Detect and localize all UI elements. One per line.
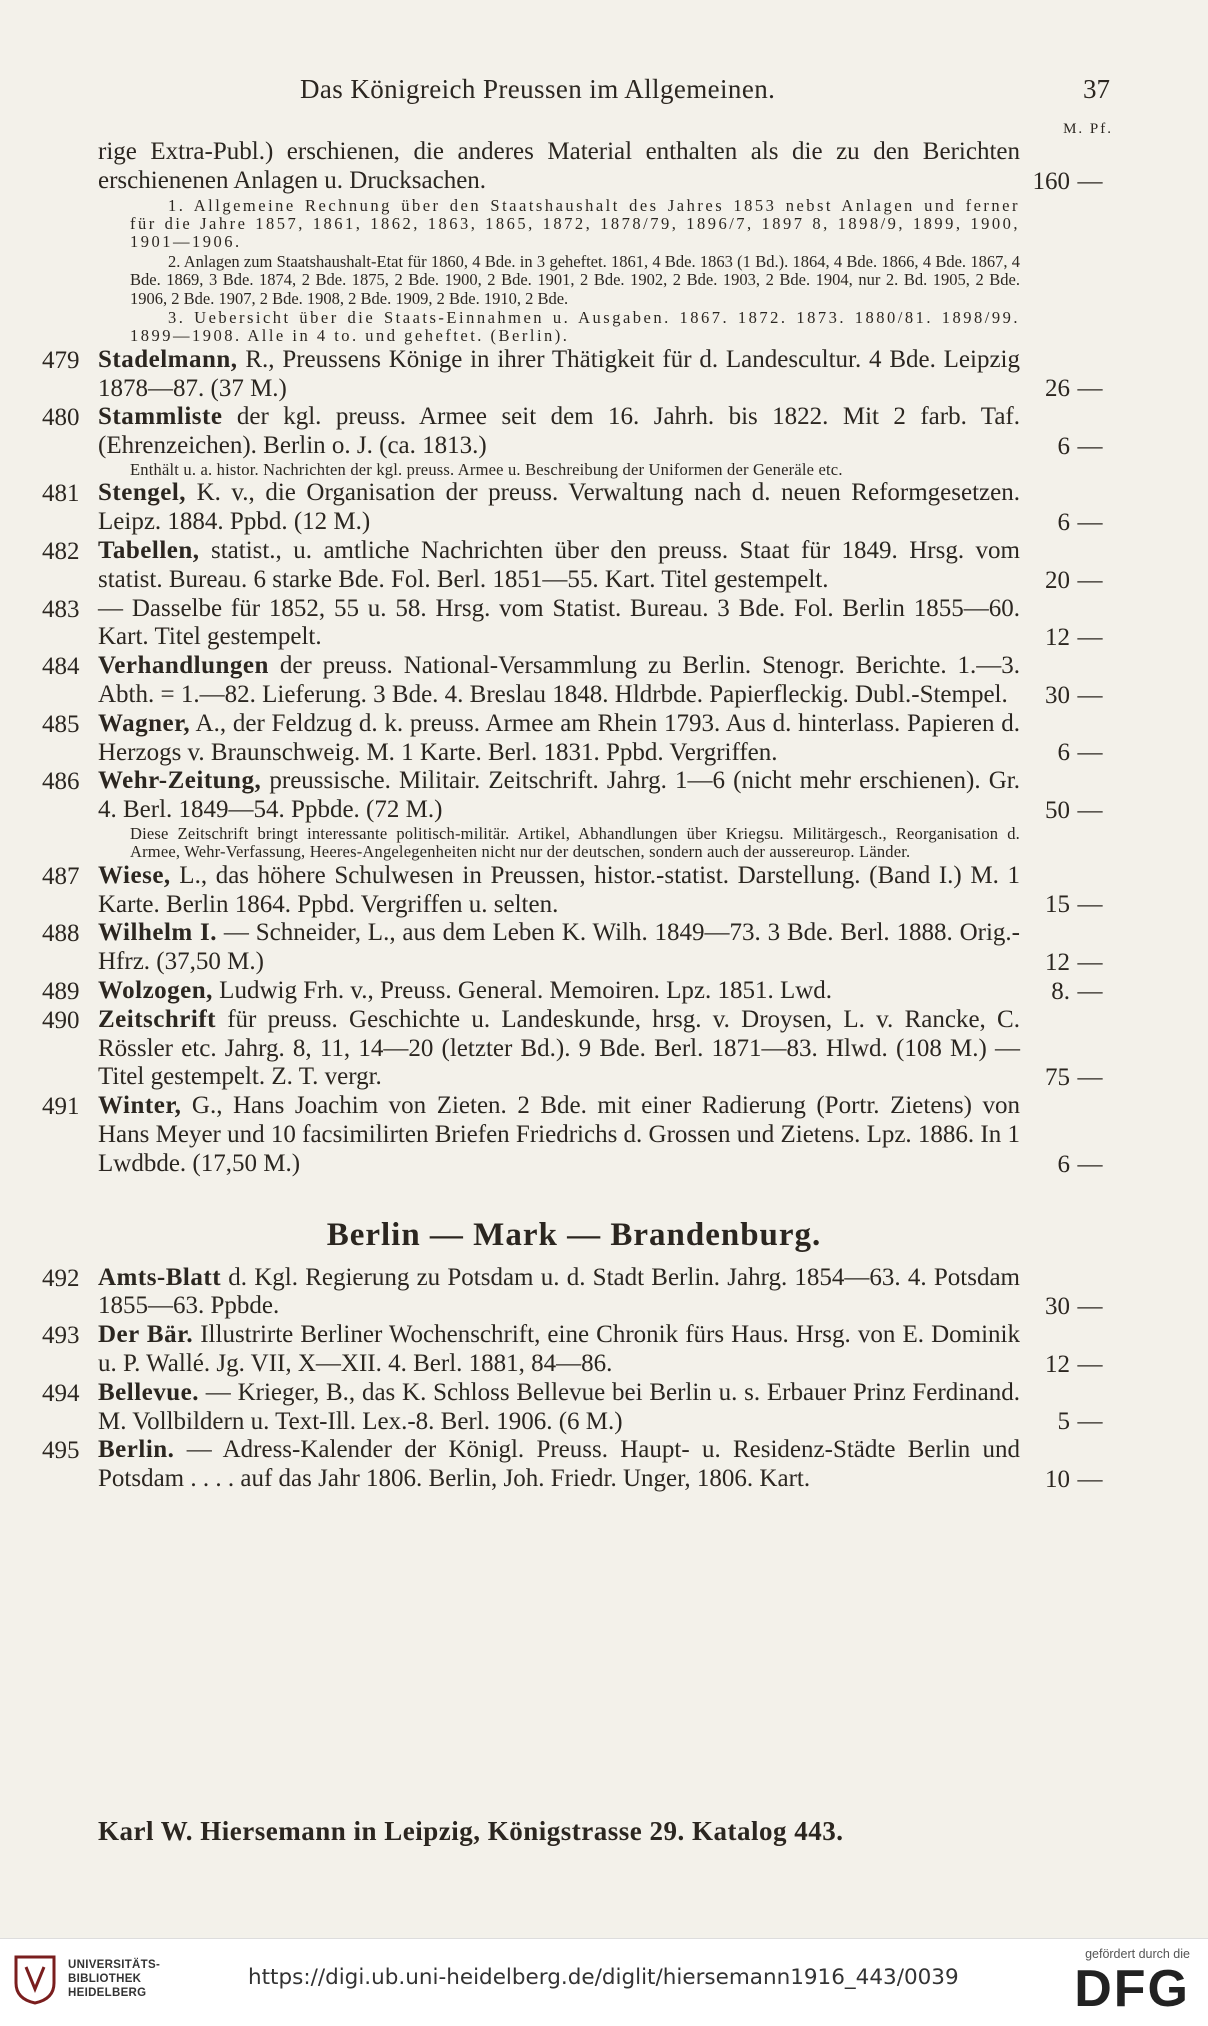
catalog-entry: [38, 1379, 1110, 1437]
entry-note: Enthält u. a. histor. Nachrichten der kgl. preuss. Armee u. Beschreibung der Uniformen der Generäle etc.: [130, 460, 843, 480]
catalog-footer: Karl W. Hiersemann in Leipzig, Königstrasse 29. Katalog 443.: [98, 1816, 844, 1846]
entry-keyword: Zeitschrift: [98, 1005, 216, 1033]
entry-price: [1020, 1407, 1110, 1436]
entry-number: 492: [42, 1264, 80, 1292]
entry-price: [1020, 796, 1110, 825]
catalog-entry: [38, 403, 1110, 461]
entry-price: [1020, 1465, 1110, 1494]
price-pfennig: —: [1077, 624, 1103, 652]
entry-text: rige Extra-Publ.) erschienen, die anderes Material enthalten als die zu den Berichten erschienenen Anlagen u. Drucksachen.: [98, 138, 1020, 194]
section-heading: Berlin — Mark — Brandenburg.: [326, 1216, 822, 1253]
entry-number: 495: [42, 1437, 80, 1465]
price-pfennig: —: [1077, 949, 1103, 976]
entry-number: 494: [42, 1379, 80, 1407]
entry-text: [98, 1092, 1020, 1178]
entry-keyword: Wilhelm I.: [98, 919, 218, 947]
price-mark: 12: [1045, 949, 1070, 976]
entry-number: 481: [42, 480, 80, 508]
running-header: Das Königreich Preussen im Allgemeinen.: [300, 74, 776, 104]
intro-entry: [38, 138, 1110, 196]
entry-number: 482: [42, 538, 80, 566]
price-pfennig: —: [1077, 509, 1103, 537]
catalog-content: [38, 138, 1110, 1494]
entry-description: der kgl. preuss. Armee seit dem 16. Jahrh. bis 1822. Mit 2 farb. Taf. (Ehrenzeichen). Berlin o. J. (ca. 1813.): [98, 403, 1020, 460]
entry-price: [1020, 167, 1110, 196]
price-pfennig: —: [1077, 1350, 1103, 1378]
entry-description: der preuss. National-Versammlung zu Berlin. Stenogr. Berichte. 1.—3. Abth. = 1.—82. Lieferung. 3 Bde. 4. Breslau 1848. Hldrbde. Papierfleckig. Dubl.-Stempel.: [98, 652, 1020, 709]
price-mark: 6: [1057, 433, 1070, 461]
entry-note: Diese Zeitschrift bringt interessante politisch-militär. Artikel, Abhandlungen über Kriegsu. Militärgesch., Reorganisation d. Armee, Wehr-Verfassung, Heeres-Angelegenheiten nicht nur der deutschen, sondern auch der aussereurop. Länder.: [130, 824, 1020, 862]
entry-keyword: Bellevue.: [98, 1378, 200, 1406]
price-column-labels: M. Pf.: [1063, 121, 1113, 137]
price-pfennig: —: [1077, 1064, 1103, 1092]
entry-price: [1020, 1350, 1110, 1379]
entry-text: [98, 652, 1020, 710]
catalog-entry: [38, 1436, 1110, 1494]
entry-description: — Krieger, B., das K. Schloss Bellevue bei Berlin u. s. Erbauer Prinz Ferdinand. M. Vollbildern u. Text-Ill. Lex.-8. Berl. 1906. (6 M.): [98, 1378, 1020, 1435]
subitem: 3. Uebersicht über die Staats-Einnahmen u. Ausgaben. 1867. 1872. 1873. 1880/81. 1898/99. 1899—1908. Alle in 4 to. und geheftet. (Berlin).: [130, 308, 1020, 346]
price-mark: 50: [1045, 797, 1070, 824]
entry-number: 489: [42, 978, 80, 1005]
price-mark: 26: [1045, 375, 1070, 403]
entry-description: — Schneider, L., aus dem Leben K. Wilh. 1849—73. 3 Bde. Berl. 1888. Orig.-Hfrz. (37,50 M.): [98, 919, 1020, 976]
entry-text: [98, 862, 1020, 920]
entry-keyword: Wagner,: [98, 709, 191, 737]
entry-description: preussische. Militair. Zeitschrift. Jahrg. 1—6 (nicht mehr erschienen). Gr. 4. Berl. 1849—54. Ppbde. (72 M.): [98, 767, 1020, 824]
entry-number: 493: [42, 1322, 80, 1350]
entry-text: [98, 1264, 1020, 1322]
catalog-entry: [38, 479, 1110, 537]
catalog-entry: [38, 767, 1110, 825]
entry-keyword: Stengel,: [98, 479, 187, 507]
price-mark: 5: [1057, 1408, 1070, 1436]
entry-number: 484: [42, 653, 80, 681]
entry-text: [98, 1436, 1020, 1494]
entry-keyword: Amts-Blatt: [98, 1263, 222, 1291]
catalog-entry: [38, 1264, 1110, 1322]
entry-text: [98, 710, 1020, 768]
entry-description: d. Kgl. Regierung zu Potsdam u. d. Stadt Berlin. Jahrg. 1854—63. 4. Potsdam 1855—63. Ppbde.: [98, 1263, 1020, 1320]
entry-description: Illustrirte Berliner Wochenschrift, eine Chronik fürs Haus. Hrsg. von E. Dominik u. P. Wallé. Jg. VII, X—XII. 4. Berl. 1881, 84—86.: [98, 1321, 1020, 1377]
entry-number: 491: [42, 1093, 80, 1121]
entry-price: [1020, 566, 1110, 595]
price-mark: 6: [1057, 509, 1070, 537]
price-pfennig: —: [1077, 977, 1103, 1005]
price-pfennig: —: [1077, 681, 1103, 709]
library-logo[interactable]: [12, 1953, 160, 2005]
entry-number: 486: [42, 768, 80, 796]
price-pfennig: —: [1077, 1408, 1103, 1436]
catalog-entry: [38, 346, 1110, 404]
price-pfennig: —: [1077, 375, 1103, 403]
entry-description: L., das höhere Schulwesen in Preussen, histor.-statist. Darstellung. (Band I.) M. 1 Karte. Berlin 1864. Ppbd. Vergriffen u. selten.: [98, 861, 1020, 918]
entry-keyword: Verhandlungen: [98, 652, 269, 680]
entry-text: [98, 537, 1020, 595]
entry-description: K. v., die Organisation der preuss. Verwaltung nach d. neuen Reformgesetzen. Leipz. 1884. Ppbd. (12 M.): [98, 479, 1020, 536]
catalog-entry: [38, 1321, 1110, 1379]
entry-number: 488: [42, 920, 80, 948]
entry-description: Ludwig Frh. v., Preuss. General. Memoiren. Lpz. 1851. Lwd.: [212, 977, 833, 1004]
entry-number: 480: [42, 404, 80, 432]
price-mark: 10: [1045, 1465, 1070, 1493]
entry-price: [1020, 1150, 1110, 1179]
catalog-entry: [38, 652, 1110, 710]
price-mark: 8.: [1051, 977, 1070, 1005]
entry-text: [98, 1006, 1020, 1092]
catalog-entry: [38, 595, 1110, 653]
catalog-entry: [38, 710, 1110, 768]
entry-number: 485: [42, 710, 80, 738]
entry-text: [98, 1379, 1020, 1437]
entry-description: — Dasselbe für 1852, 55 u. 58. Hrsg. vom Statist. Bureau. 3 Bde. Fol. Berlin 1855—60. Kart. Titel gestempelt.: [98, 594, 1020, 651]
price-mark: 6: [1057, 1150, 1070, 1178]
entry-price: [1020, 374, 1110, 403]
entry-text: [98, 479, 1020, 537]
entry-text: [98, 919, 1020, 977]
seal-icon: [12, 1953, 58, 2005]
entry-price: [1020, 432, 1110, 461]
entry-description: A., der Feldzug d. k. preuss. Armee am Rhein 1793. Aus d. hinterlass. Papieren d. Herzogs v. Braunschweig. M. 1 Karte. Berl. 1831. Ppbd. Vergriffen.: [98, 709, 1020, 766]
entry-description: — Adress-Kalender der Königl. Preuss. Haupt- u. Residenz-Städte Berlin und Potsdam . . . . auf das Jahr 1806. Berlin, Joh. Friedr. Unger, 1806. Kart.: [98, 1436, 1020, 1493]
viewer-bottom-bar: [0, 1938, 1208, 2026]
catalog-entry: [38, 537, 1110, 595]
entry-price: [1020, 977, 1110, 1006]
entry-keyword: Wolzogen,: [98, 977, 213, 1004]
catalog-entry: [38, 862, 1110, 920]
funded-by-label: gefördert durch die: [1085, 1947, 1190, 1961]
entry-price: [1020, 738, 1110, 767]
entries-list: [38, 1264, 1110, 1494]
entry-number: 483: [42, 595, 80, 623]
price-mark: 15: [1045, 891, 1070, 919]
entry-keyword: Wiese,: [98, 861, 171, 889]
price-pfennig: —: [1077, 797, 1103, 824]
entry-price: [1020, 1292, 1110, 1321]
price-pfennig: —: [1077, 167, 1103, 195]
price-mark: 12: [1045, 1350, 1070, 1378]
subitem: 2. Anlagen zum Staatshaushalt-Etat für 1860, 4 Bde. in 3 geheftet. 1861, 4 Bde. 1863 (1 Bd.). 1864, 4 Bde. 1866, 4 Bde. 1867, 4 Bde. 1869, 3 Bde. 1874, 2 Bde. 1875, 2 Bde. 1900, 2 Bde. 1901, 2 Bde. 1902, 2 Bde. 1903, 2 Bde. 1904, nur 2. Bd. 1905, 2 Bde. 1906, 2 Bde. 1907, 2 Bde. 1908, 2 Bde. 1909, 2 Bde. 1910, 2 Bde.: [130, 251, 1020, 308]
price-mark: 30: [1045, 681, 1070, 709]
catalog-entry: [38, 1092, 1110, 1178]
page-url-link[interactable]: https://digi.ub.uni-heidelberg.de/diglit/hiersemann1916_443/0039: [248, 1965, 959, 1990]
entries-list: [38, 346, 1110, 1179]
entry-price: [1020, 890, 1110, 919]
entry-price: [1020, 681, 1110, 710]
entry-keyword: Wehr-Zeitung,: [98, 767, 262, 795]
entry-description: G., Hans Joachim von Zieten. 2 Bde. mit einer Radierung (Portr. Zietens) von Hans Meyer und 10 facsimilirten Briefen Friedrichs d. Grossen und Zietens. Lpz. 1886. In 1 Lwdbde. (17,50 M.): [98, 1092, 1021, 1177]
entry-price: [1020, 623, 1110, 652]
entry-keyword: Stammliste: [98, 403, 223, 431]
entry-keyword: Stadelmann,: [98, 345, 238, 373]
price-pfennig: —: [1077, 1150, 1103, 1178]
price-mark: 20: [1045, 566, 1070, 594]
entry-description: statist., u. amtliche Nachrichten über den preuss. Staat für 1849. Hrsg. vom statist. Bureau. 6 starke Bde. Fol. Berl. 1851—55. Kart. Titel gestempelt.: [98, 537, 1020, 593]
entry-text: [98, 346, 1020, 404]
price-pfennig: —: [1077, 891, 1103, 919]
entry-description: für preuss. Geschichte u. Landeskunde, hrsg. v. Droysen, L. v. Rancke, C. Rössler etc. Jahrg. 8, 11, 14—20 (letzter Bd.). 9 Bde. Berl. 1871—83. Hlwd. (108 M.) — Titel gestempelt. Z. T. vergr.: [98, 1005, 1020, 1091]
dfg-logo[interactable]: [1074, 1947, 1190, 2017]
entry-keyword: Tabellen,: [98, 537, 200, 565]
entry-price: [1020, 1063, 1110, 1092]
entry-description: R., Preussens Könige in ihrer Thätigkeit für d. Landescultur. 4 Bde. Leipzig 1878—87. (37 M.): [98, 345, 1020, 402]
entry-keyword: Der Bär.: [98, 1321, 194, 1349]
price-pfennig: —: [1077, 1293, 1103, 1321]
dfg-label: DFG: [1074, 1960, 1190, 2018]
entry-number: 479: [42, 346, 80, 374]
entry-number: 490: [42, 1006, 80, 1034]
subitem: 1. Allgemeine Rechnung über den Staatshaushalt des Jahres 1853 nebst Anlagen und ferner für die Jahre 1857, 1861, 1862, 1863, 1865, 1872, 1878/79, 1896/7, 1897 8, 1898/9, 1899, 1900, 1901—1906.: [130, 195, 1020, 252]
price-mark: 160: [1032, 167, 1070, 195]
catalog-entry: [38, 977, 1110, 1006]
page-number: 37: [1083, 74, 1110, 104]
entry-keyword: Winter,: [98, 1092, 182, 1120]
entry-text: [98, 595, 1020, 653]
entry-text: [98, 767, 1020, 825]
price-mark: 30: [1045, 1293, 1070, 1321]
price-mark: 75: [1045, 1064, 1070, 1092]
price-mark: 6: [1057, 739, 1070, 767]
library-name: UNIVERSITÄTS- BIBLIOTHEK HEIDELBERG: [68, 1959, 161, 1999]
entry-text: [98, 403, 1020, 461]
entry-number: 487: [42, 862, 80, 890]
price-pfennig: —: [1077, 433, 1103, 461]
entry-price: [1020, 508, 1110, 537]
price-mark: 12: [1045, 624, 1070, 652]
entry-text: [98, 977, 1020, 1006]
catalog-entry: [38, 1006, 1110, 1092]
price-pfennig: —: [1077, 566, 1103, 594]
entry-keyword: Berlin.: [98, 1436, 175, 1464]
entry-text: [98, 1321, 1020, 1379]
price-pfennig: —: [1077, 1465, 1103, 1493]
entry-price: [1020, 948, 1110, 977]
price-pfennig: —: [1077, 739, 1103, 767]
catalog-entry: [38, 919, 1110, 977]
